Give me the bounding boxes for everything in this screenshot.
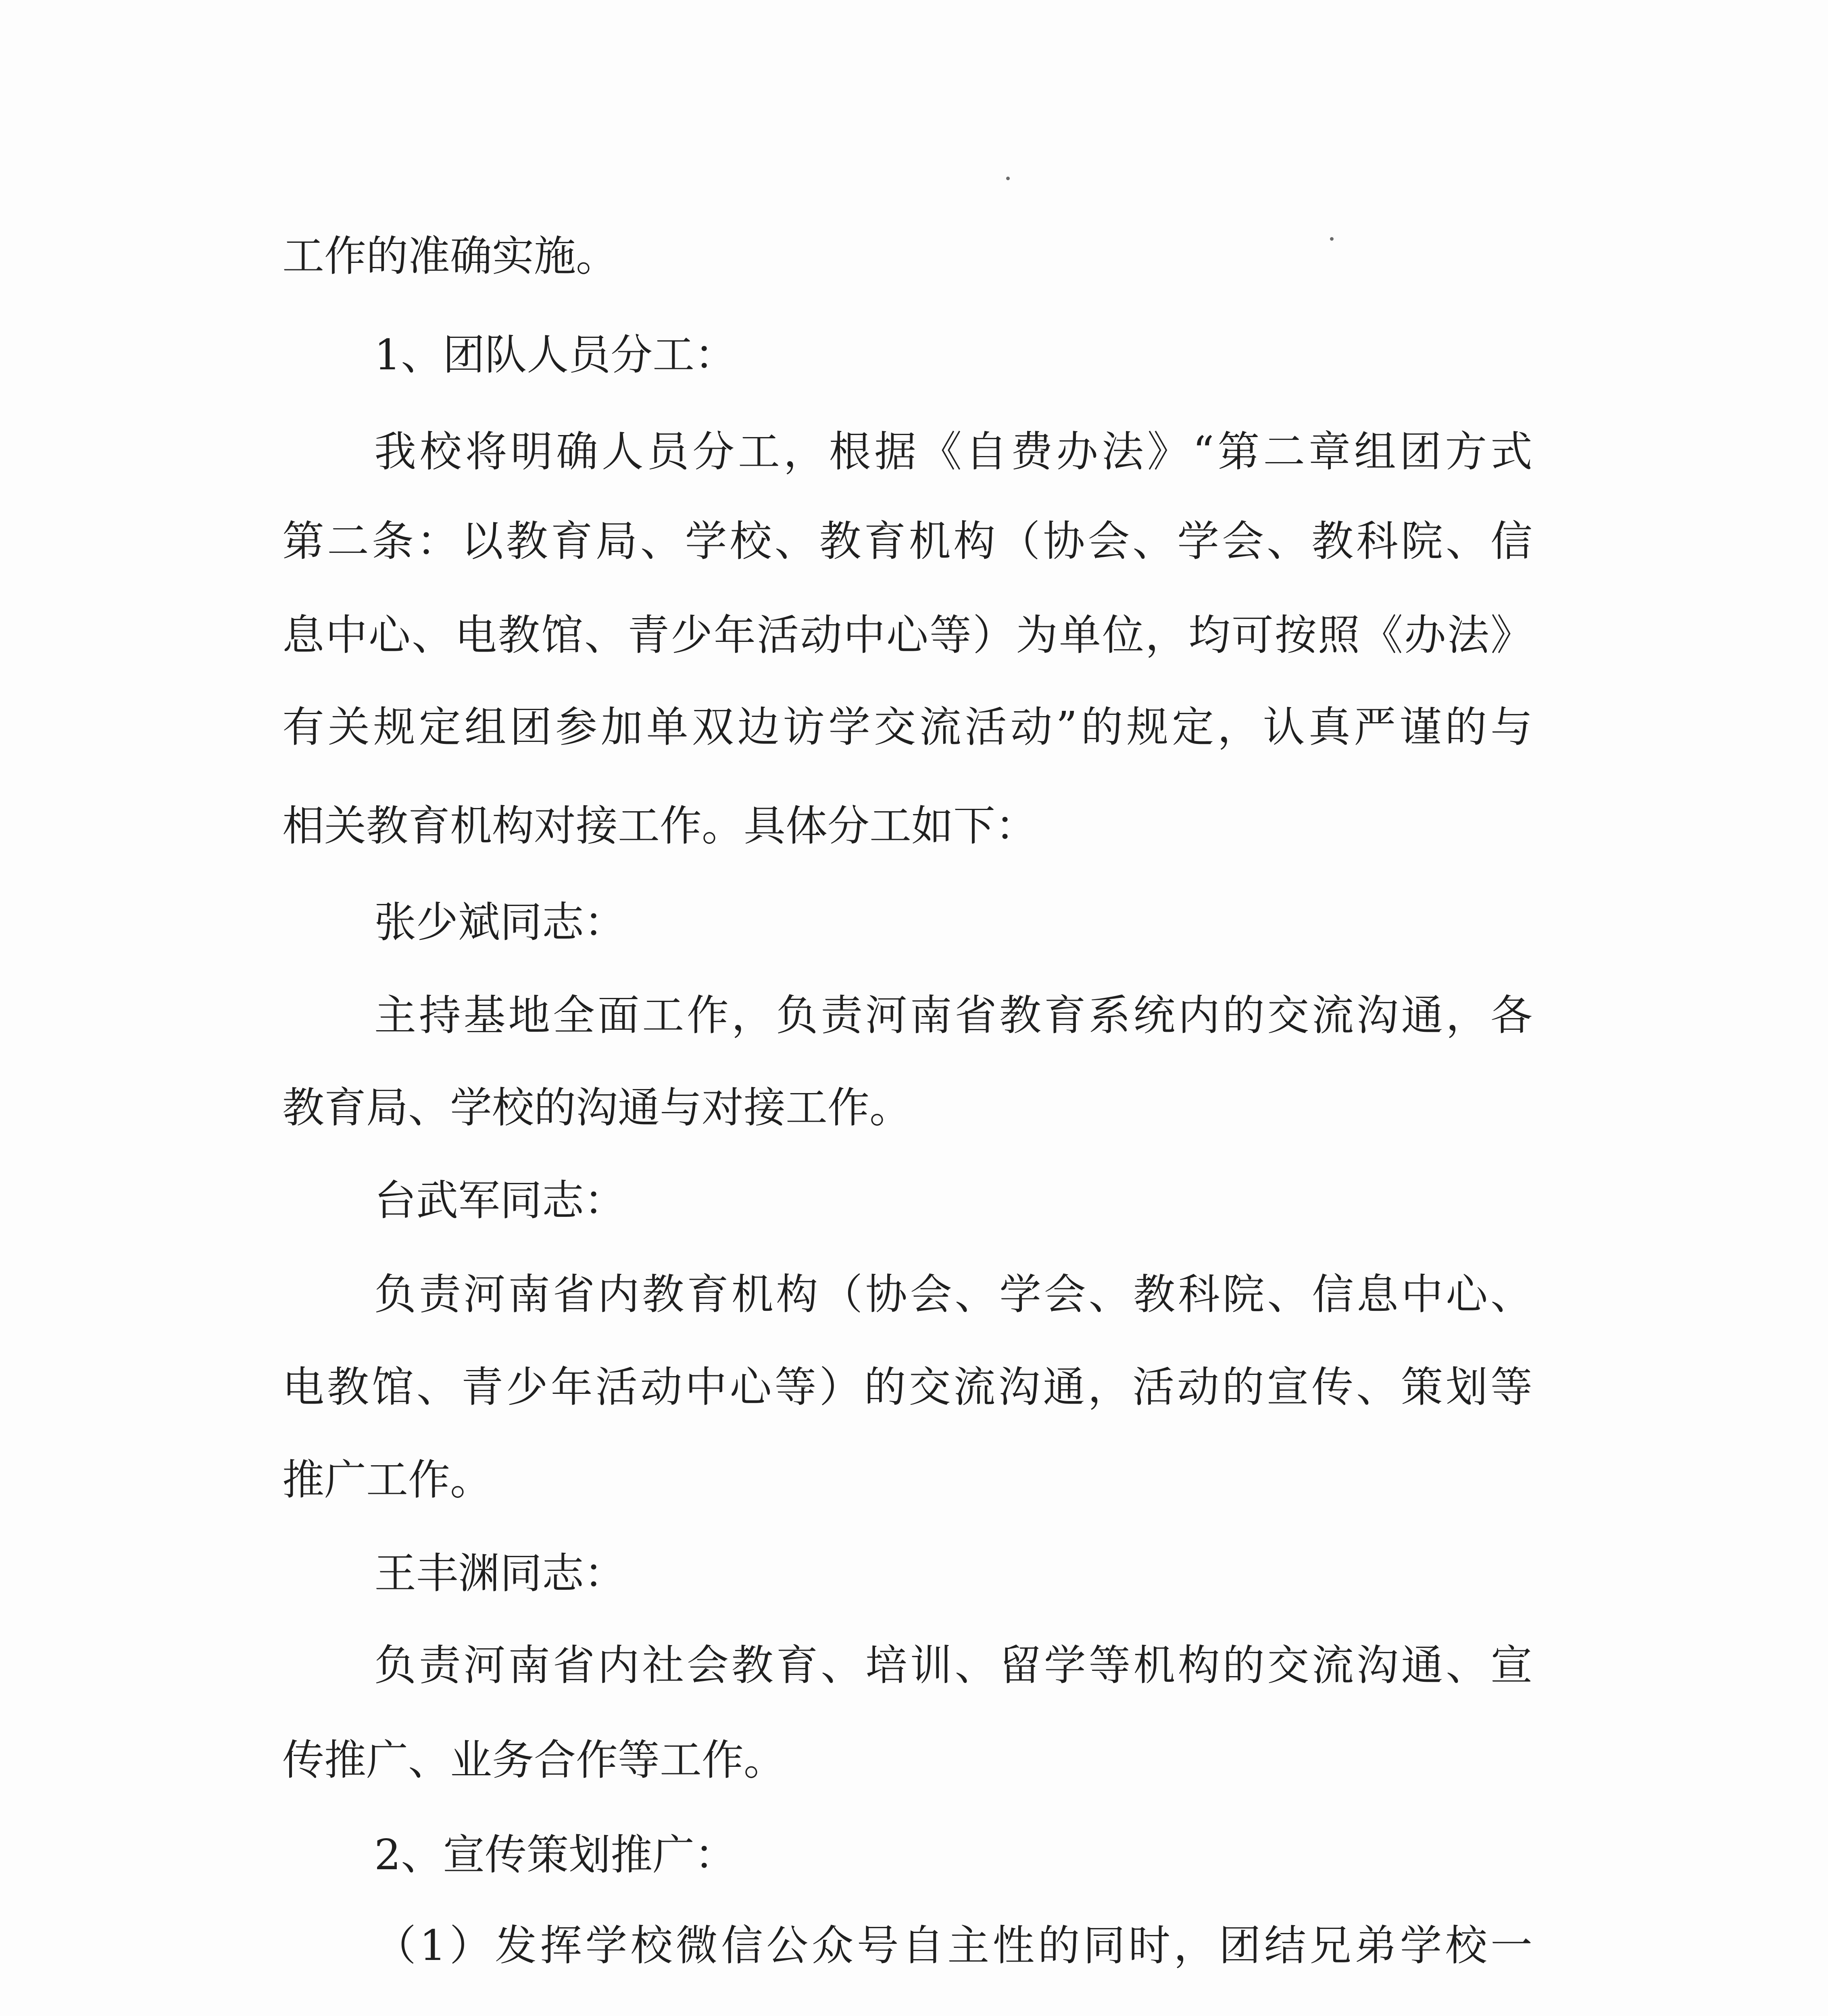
text-line: 息中心、电教馆、青少年活动中心等）为单位，均可按照《办法》 <box>282 610 1532 660</box>
text-line: （1）发挥学校微信公众号自主性的同时，团结兄弟学校一 <box>374 1921 1532 1970</box>
text-line: 负责河南省内教育机构（协会、学会、教科院、信息中心、 <box>374 1270 1532 1319</box>
text-line: 负责河南省内社会教育、培训、留学等机构的交流沟通、宣 <box>374 1641 1532 1690</box>
text-line: 主持基地全面工作，负责河南省教育系统内的交流沟通，各 <box>374 991 1532 1040</box>
text-line: 传推广、业务合作等工作。 <box>282 1735 786 1785</box>
person-heading: 王丰渊同志： <box>374 1549 626 1598</box>
section-heading: 2、宣传策划推广： <box>374 1830 737 1879</box>
text-line: 教育局、学校的沟通与对接工作。 <box>282 1083 912 1132</box>
text-line: 有关规定组团参加单双边访学交流活动”的规定，认真严谨的与 <box>282 702 1532 752</box>
text-line <box>282 2014 660 2016</box>
scan-speck <box>1006 177 1010 180</box>
person-heading: 张少斌同志： <box>374 898 626 947</box>
text-line: 电教馆、青少年活动中心等）的交流沟通，活动的宣传、策划等 <box>282 1362 1532 1412</box>
text-line: 工作的准确实施。 <box>282 231 618 281</box>
text-line: 相关教育机构对接工作。具体分工如下： <box>282 801 1038 850</box>
text-line: 第二条：以教育局、学校、教育机构（协会、学会、教科院、信 <box>282 516 1532 566</box>
person-heading: 台武军同志： <box>374 1176 626 1225</box>
text-line: 推广工作。 <box>282 1455 492 1504</box>
section-heading: 1、团队人员分工： <box>374 330 737 379</box>
text-line: 我校将明确人员分工，根据《自费办法》“第二章组团方式 <box>374 427 1532 476</box>
scan-speck <box>1330 237 1334 241</box>
